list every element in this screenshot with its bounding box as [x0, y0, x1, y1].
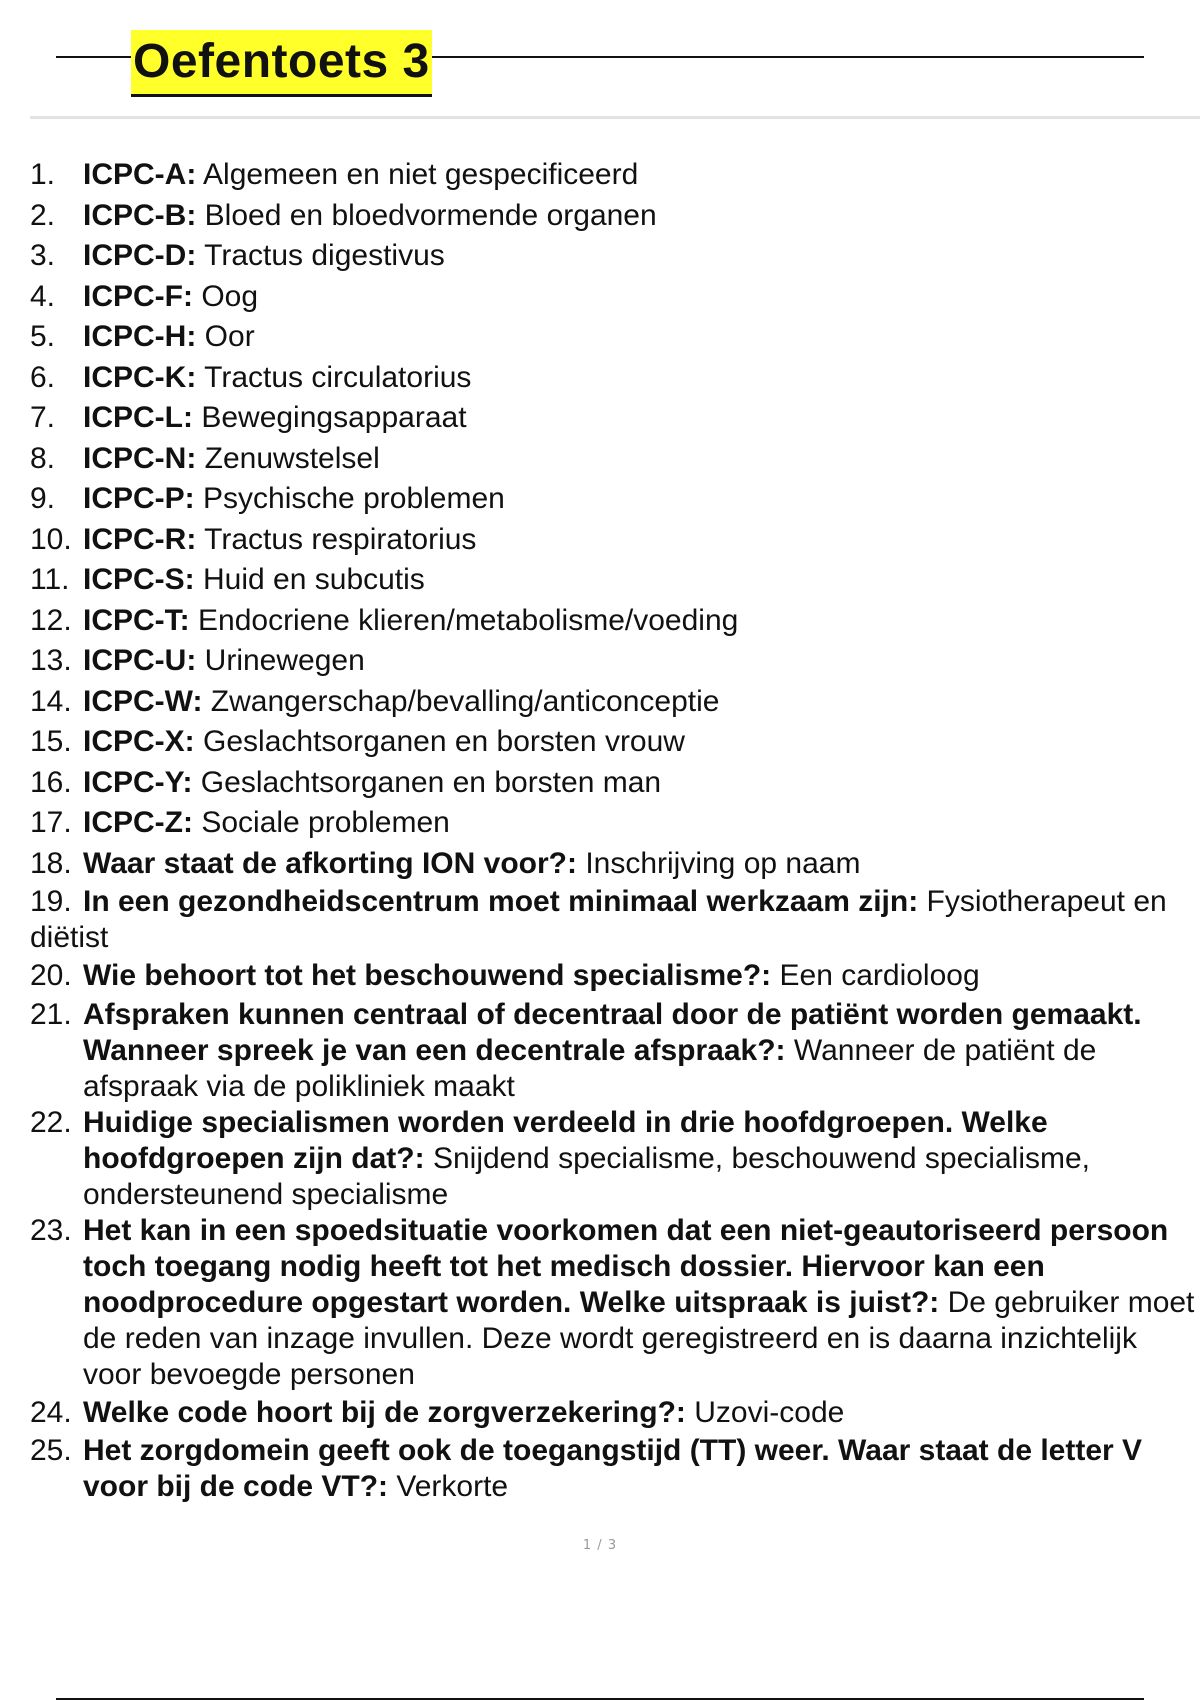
- list-item: [30, 1433, 1200, 1505]
- list-item: [30, 277, 1200, 318]
- item-answer: Zwangerschap/bevalling/anticonceptie: [210, 684, 720, 718]
- list-item: [30, 520, 1200, 561]
- item-number: 7.: [30, 401, 56, 434]
- list-item: [30, 560, 1200, 601]
- list-item: [30, 763, 1200, 804]
- item-answer: Zenuwstelsel: [204, 441, 380, 475]
- item-question: ICPC-A:: [83, 158, 197, 191]
- title-separator: [30, 116, 1200, 119]
- item-answer: Oor: [204, 320, 255, 353]
- item-question: ICPC-X:: [83, 725, 195, 758]
- item-question: ICPC-B:: [83, 198, 197, 232]
- item-answer: Psychische problemen: [203, 482, 505, 515]
- list-item: [30, 641, 1200, 682]
- item-answer: Urinewegen: [204, 644, 365, 677]
- item-question: Waar staat de afkorting ION voor?:: [83, 846, 577, 880]
- item-number: 1.: [30, 158, 56, 191]
- list-item: [30, 884, 1200, 956]
- list-item: [30, 196, 1200, 237]
- item-number: 11.: [30, 563, 70, 596]
- item-number: 21.: [30, 997, 72, 1031]
- list-item: [30, 722, 1200, 763]
- item-number: 17.: [30, 806, 72, 839]
- list-item: [30, 317, 1200, 358]
- list-item: [30, 236, 1200, 277]
- item-question: Wie behoort tot het beschouwend specialisme?:: [83, 959, 772, 992]
- item-answer: Sociale problemen: [201, 806, 450, 839]
- item-answer: Wanneer de patiënt de afspraak via de polikliniek maakt: [83, 1033, 1097, 1103]
- item-number: 15.: [30, 725, 72, 758]
- item-number: 25.: [30, 1434, 72, 1467]
- item-question: ICPC-T:: [83, 603, 190, 637]
- list-item: [30, 1393, 1200, 1434]
- item-number: 18.: [30, 846, 72, 880]
- item-question: Het zorgdomein geeft ook de toegangstijd (TT) weer. Waar staat de letter V voor bij de code VT?:: [83, 1434, 1143, 1503]
- item-number: 2.: [30, 198, 56, 232]
- question-list: [30, 155, 1200, 1505]
- item-answer: Geslachtsorganen en borsten vrouw: [203, 725, 685, 758]
- item-number: 14.: [30, 684, 72, 718]
- list-item: [30, 398, 1200, 439]
- item-question: Huidige specialismen worden verdeeld in drie hoofdgroepen. Welke hoofdgroepen zijn dat?:: [83, 1105, 1048, 1175]
- item-answer: Uzovi-code: [694, 1395, 845, 1429]
- item-question: ICPC-K:: [83, 360, 197, 394]
- list-item: [30, 997, 1200, 1105]
- item-answer: Snijdend specialisme, beschouwend specialisme, ondersteunend specialisme: [83, 1141, 1090, 1211]
- item-number: 8.: [30, 441, 56, 475]
- list-item: [30, 1213, 1200, 1393]
- list-item: [30, 479, 1200, 520]
- item-number: 5.: [30, 320, 56, 353]
- item-answer: Tractus respiratorius: [204, 522, 477, 556]
- item-number: 20.: [30, 959, 72, 992]
- item-question: ICPC-Y:: [83, 765, 193, 799]
- item-question: ICPC-P:: [83, 482, 195, 515]
- item-answer: Inschrijving op naam: [585, 846, 861, 880]
- item-question: Afspraken kunnen centraal of decentraal door de patiënt worden gemaakt. Wanneer spreek je van een decentrale afspraak?:: [83, 997, 1142, 1067]
- item-question: ICPC-F:: [83, 279, 193, 313]
- item-number: 9.: [30, 482, 56, 515]
- list-item: [30, 803, 1200, 844]
- item-answer: Endocriene klieren/metabolisme/voeding: [198, 603, 739, 637]
- item-answer: Algemeen en niet gespecificeerd: [203, 158, 639, 191]
- item-question: Het kan in een spoedsituatie voorkomen dat een niet-geautoriseerd persoon toch toegang nodig heeft tot het medisch dossier. Hiervoor kan een noodprocedure opgestart worden. Welke uitspraak is juist?:: [83, 1213, 1169, 1319]
- item-answer: Verkorte: [396, 1470, 509, 1503]
- list-item: [30, 155, 1200, 196]
- item-number: 22.: [30, 1105, 72, 1139]
- list-item: [30, 682, 1200, 723]
- page-indicator: 1 / 3: [582, 1538, 618, 1553]
- item-number: 3.: [30, 239, 56, 272]
- item-number: 19.: [30, 885, 72, 918]
- item-answer: Bloed en bloedvormende organen: [204, 198, 657, 232]
- item-answer: Oog: [201, 279, 259, 313]
- item-question: ICPC-Z:: [83, 806, 193, 839]
- item-number: 12.: [30, 603, 72, 637]
- item-number: 6.: [30, 360, 56, 394]
- item-answer: Tractus circulatorius: [204, 360, 472, 394]
- item-number: 23.: [30, 1213, 72, 1247]
- item-question: ICPC-R:: [83, 522, 197, 556]
- list-item: [30, 844, 1200, 885]
- item-number: 16.: [30, 765, 72, 799]
- item-question: In een gezondheidscentrum moet minimaal werkzaam zijn:: [83, 885, 919, 918]
- item-question: ICPC-W:: [83, 684, 203, 718]
- list-item: [30, 358, 1200, 399]
- list-item: [30, 439, 1200, 480]
- item-question: ICPC-D:: [83, 239, 197, 272]
- item-answer: Huid en subcutis: [203, 563, 425, 596]
- list-item: [30, 956, 1200, 997]
- item-question: ICPC-U:: [83, 644, 197, 677]
- item-answer: Geslachtsorganen en borsten man: [200, 765, 662, 799]
- item-number: 4.: [30, 279, 56, 313]
- item-question: ICPC-H:: [83, 320, 197, 353]
- item-answer: Bewegingsapparaat: [201, 401, 467, 434]
- item-question: Welke code hoort bij de zorgverzekering?:: [83, 1395, 686, 1429]
- item-question: ICPC-L:: [83, 401, 193, 434]
- item-question: ICPC-N:: [83, 441, 197, 475]
- item-number: 24.: [30, 1395, 72, 1429]
- item-answer: Fysiotherapeut en diëtist: [30, 885, 1167, 954]
- item-number: 10.: [30, 522, 72, 556]
- item-answer: De gebruiker moet de reden van inzage invullen. Deze wordt geregistreerd en is daarna inzichtelijk voor bevoegde personen: [83, 1285, 1195, 1391]
- document-title: Oefentoets 3: [131, 30, 432, 97]
- item-answer: Tractus digestivus: [204, 239, 445, 272]
- item-number: 13.: [30, 644, 72, 677]
- item-answer: Een cardioloog: [779, 959, 980, 992]
- list-item: [30, 601, 1200, 642]
- item-question: ICPC-S:: [83, 563, 195, 596]
- list-item: [30, 1105, 1200, 1213]
